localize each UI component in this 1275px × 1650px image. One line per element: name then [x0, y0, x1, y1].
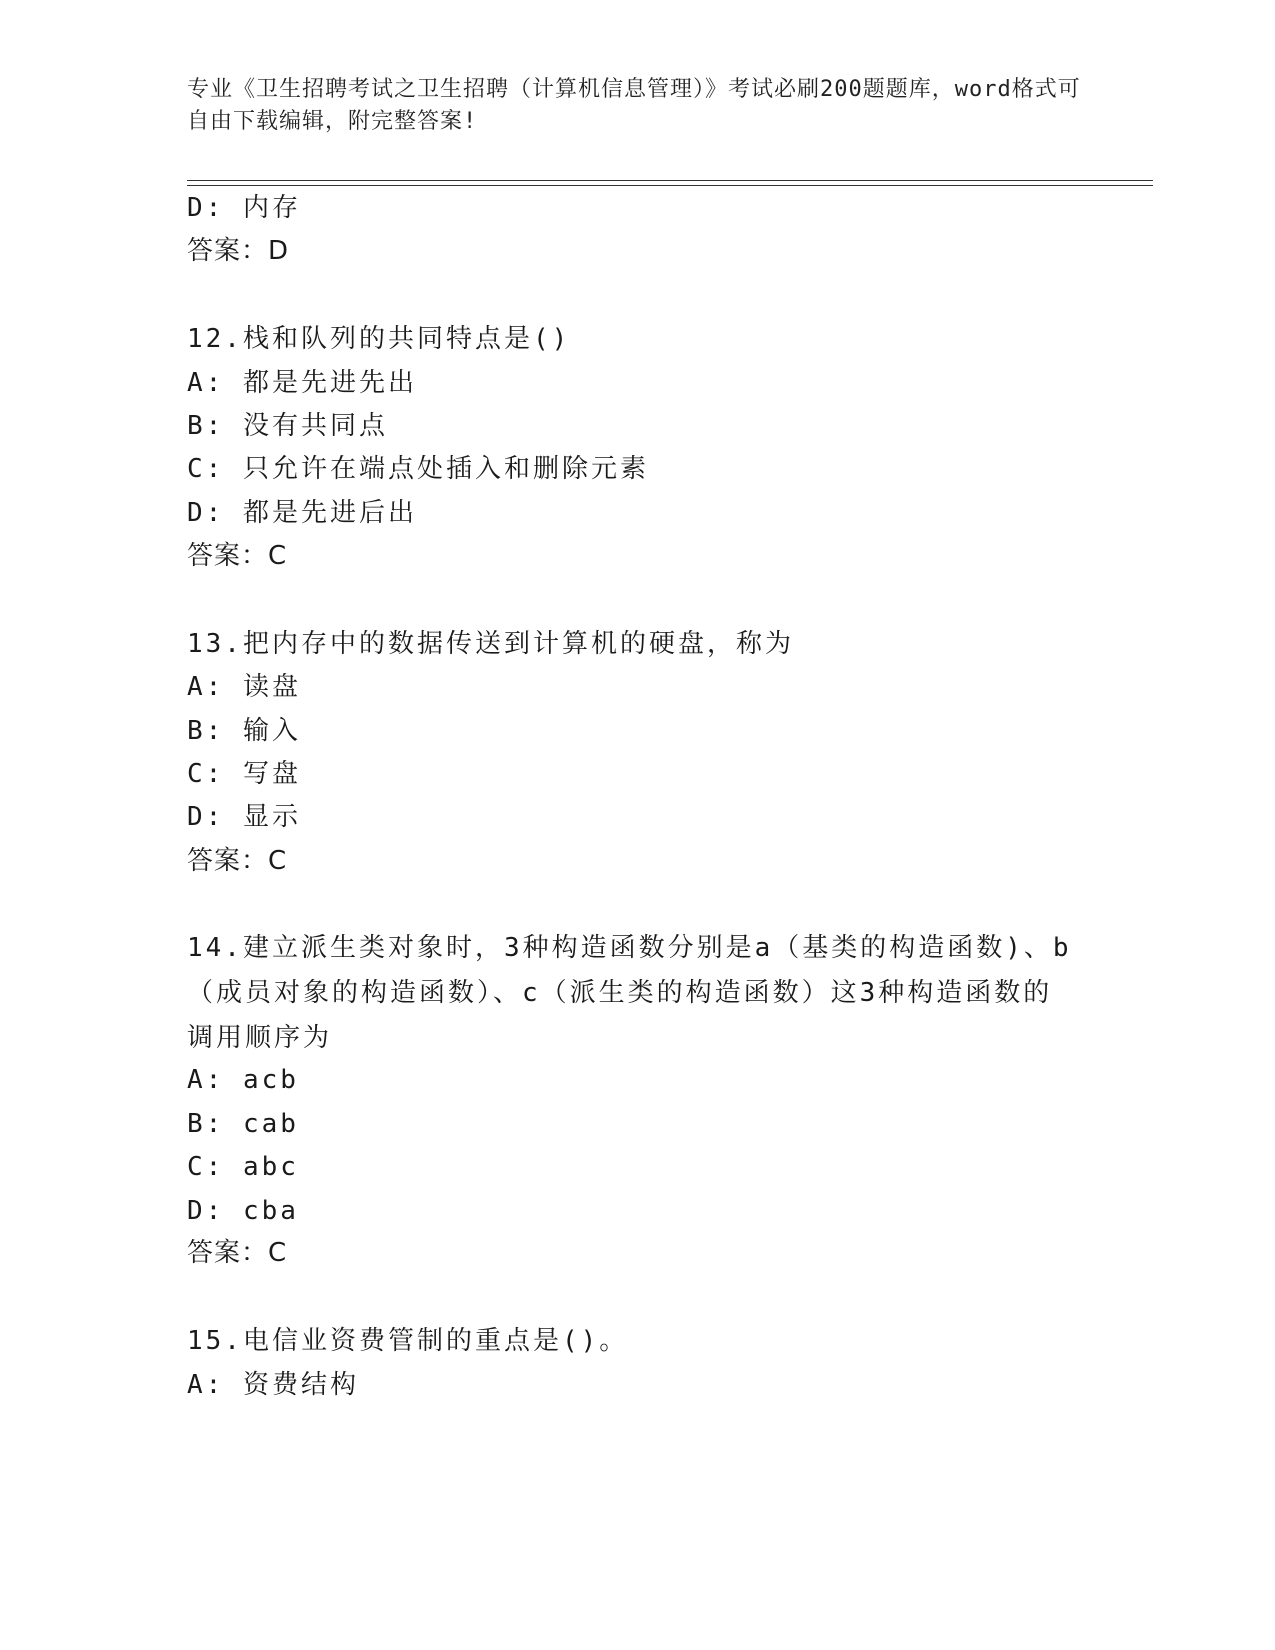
q11-answer: 答案：D — [187, 236, 290, 266]
q14-option-b: B: cab — [187, 1109, 299, 1139]
q12-option-c: C: 只允许在端点处插入和删除元素 — [187, 454, 649, 484]
q11-option-d: D: 内存 — [187, 193, 301, 223]
document-header: 专业《卫生招聘考试之卫生招聘（计算机信息管理）》考试必刷200题题库，word格式可自由下载编辑，附完整答案! — [187, 77, 1081, 134]
q12-option-b: B: 没有共同点 — [187, 411, 388, 441]
q14-option-d: D: cba — [187, 1196, 299, 1226]
q13-option-b: B: 输入 — [187, 716, 301, 746]
header-divider-top — [187, 180, 1153, 181]
q14-option-c: C: abc — [187, 1152, 299, 1182]
q13-option-d: D: 显示 — [187, 802, 301, 832]
q13-question: 13.把内存中的数据传送到计算机的硬盘，称为 — [187, 629, 794, 659]
q14-question: 14.建立派生类对象时，3种构造函数分别是a（基类的构造函数)、b（成员对象的构造函数）、c（派生类的构造函数）这3种构造函数的调用顺序为 — [187, 933, 1072, 1053]
q12-answer: 答案：C — [187, 541, 288, 571]
q15-question: 15.电信业资费管制的重点是()。 — [187, 1326, 629, 1356]
header-divider-bottom — [187, 185, 1153, 186]
q13-option-c: C: 写盘 — [187, 759, 301, 789]
q15-option-a: A: 资费结构 — [187, 1370, 359, 1400]
q14-option-a: A: acb — [187, 1065, 299, 1095]
q13-answer: 答案：C — [187, 846, 288, 876]
q14-answer: 答案：C — [187, 1238, 288, 1268]
q12-option-a: A: 都是先进先出 — [187, 368, 417, 398]
q13-option-a: A: 读盘 — [187, 672, 301, 702]
q12-question: 12.栈和队列的共同特点是() — [187, 324, 571, 354]
q12-option-d: D: 都是先进后出 — [187, 498, 417, 528]
